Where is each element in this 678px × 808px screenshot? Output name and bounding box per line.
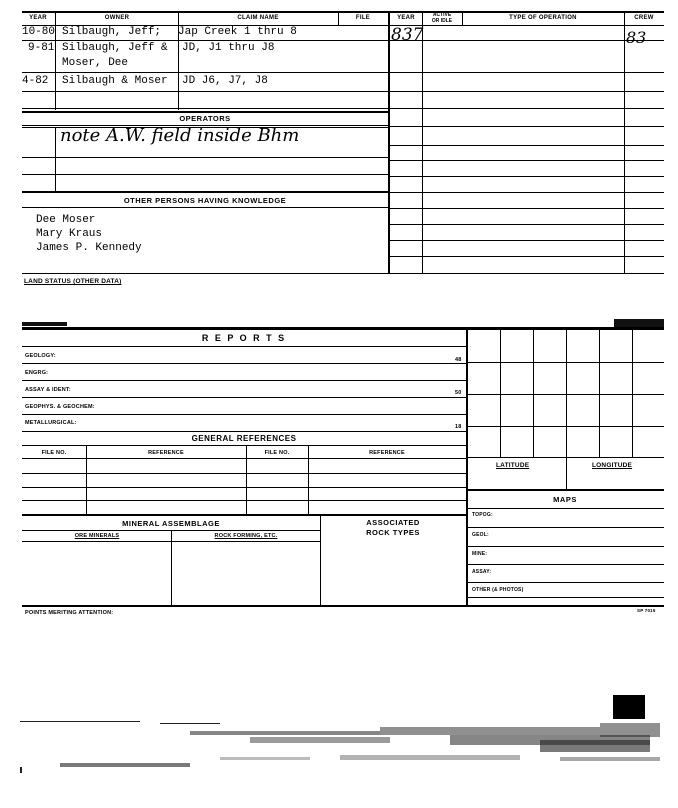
owner-row-4-year: 4-82 <box>22 75 49 87</box>
owner-row-1-claim: Jap Creek 1 thru 8 <box>178 26 297 38</box>
row-line <box>466 582 664 583</box>
report-metallurgical-label: METALLURGICAL: <box>25 420 77 426</box>
divider <box>86 445 87 514</box>
mineral-title: MINERAL ASSEMBLAGE <box>122 519 220 528</box>
divider <box>308 445 309 514</box>
row-line <box>388 256 664 257</box>
top-border <box>22 11 664 13</box>
row-line <box>22 397 466 398</box>
owner-row-2-owner: Silbaugh, Jeff & <box>62 42 168 54</box>
scan-noise <box>20 715 668 775</box>
row-line <box>22 108 388 109</box>
report-geology-label: GEOLOGY: <box>25 353 56 359</box>
ref-col-file1: FILE NO. <box>41 450 67 456</box>
row-line <box>22 458 466 459</box>
maps-title: MAPS <box>553 495 577 504</box>
row-line <box>466 564 664 565</box>
assoc-label-1: ASSOCIATED <box>366 518 420 527</box>
row-line <box>22 473 466 474</box>
row-line <box>22 157 388 158</box>
owner-row-1-owner: Silbaugh, Jeff; <box>62 26 162 38</box>
op-year-handwritten: 837 <box>391 25 424 45</box>
report-geology-num: 48 <box>455 357 462 363</box>
row-line <box>466 546 664 547</box>
row-line <box>388 240 664 241</box>
maps-assay: ASSAY: <box>472 569 492 575</box>
maps-topog: TOPOG: <box>472 512 493 518</box>
col-crew-header: CREW <box>634 15 654 21</box>
grid-line <box>533 329 534 457</box>
divider <box>422 11 423 273</box>
row-line <box>388 126 664 127</box>
row-line <box>388 160 664 161</box>
col-file-header: FILE <box>355 15 371 21</box>
row-line <box>22 72 664 73</box>
divider <box>624 25 625 273</box>
divider <box>178 25 179 110</box>
ref-col-file2: FILE NO. <box>264 450 290 456</box>
row-line <box>22 500 466 501</box>
longitude-label: LONGITUDE <box>592 462 633 469</box>
reports-top-border <box>22 327 664 330</box>
col-operation-header: TYPE OF OPERATION <box>509 15 577 21</box>
row-line <box>388 208 664 209</box>
idle-label: OR IDLE <box>431 18 453 24</box>
row-line <box>22 40 664 41</box>
person-2: Mary Kraus <box>36 228 103 240</box>
owner-row-4-claim: JD J6, J7, J8 <box>182 75 268 87</box>
row-line <box>22 487 466 488</box>
row-line <box>388 145 664 146</box>
divider <box>55 11 56 25</box>
maps-geol: GEOL: <box>472 532 489 538</box>
grid-line <box>466 362 664 363</box>
row-line <box>22 174 388 175</box>
col-claim-header: CLAIM NAME <box>237 15 279 21</box>
row-line <box>466 597 664 598</box>
row-line <box>22 346 466 347</box>
report-assay-num: 50 <box>455 390 462 396</box>
row-line <box>22 431 466 432</box>
grid-line <box>500 329 501 457</box>
report-metallurgical-num: 18 <box>455 424 462 430</box>
report-assay-label: ASSAY & IDENT: <box>25 387 71 393</box>
row-line <box>22 380 466 381</box>
land-status-label: LAND STATUS (OTHER DATA) <box>24 278 122 285</box>
maps-other: OTHER (& PHOTOS) <box>472 587 524 593</box>
rock-forming-label: ROCK FORMING, ETC. <box>214 533 278 539</box>
col-year-header: YEAR <box>29 15 47 21</box>
person-3: James P. Kennedy <box>36 242 142 254</box>
grid-line <box>466 426 664 427</box>
latitude-label: LATITUDE <box>496 462 530 469</box>
row-line <box>22 207 388 208</box>
grid-line <box>466 394 664 395</box>
col-year2-header: YEAR <box>397 15 415 21</box>
owner-row-2-claim: JD, J1 thru J8 <box>182 42 275 54</box>
points-label: POINTS MERITING ATTENTION: <box>25 610 114 616</box>
row-line <box>22 514 466 516</box>
main-divider <box>388 11 390 273</box>
col-owner-header: OWNER <box>104 15 130 21</box>
ref-col-ref1: REFERENCE <box>148 450 184 456</box>
row-line <box>466 508 664 509</box>
operators-handwritten: note A.W. field inside Bhm <box>60 125 300 146</box>
divider <box>55 127 56 191</box>
divider <box>462 11 463 25</box>
row-line <box>388 224 664 225</box>
row-line <box>466 527 664 528</box>
owner-row-3-owner: Moser, Dee <box>62 57 129 69</box>
divider <box>171 530 172 605</box>
operators-title: OPERATORS <box>179 114 231 123</box>
report-geophys-label: GEOPHYS. & GEOCHEM: <box>25 404 95 410</box>
assoc-rock-types <box>320 518 466 538</box>
assoc-label-2: ROCK TYPES <box>366 528 420 537</box>
reports-title: R E P O R T S <box>201 333 287 343</box>
grid-line <box>599 329 600 457</box>
general-references-title: GENERAL REFERENCES <box>191 434 297 443</box>
divider <box>178 11 179 25</box>
row-line <box>22 445 466 446</box>
grid-line <box>466 457 664 458</box>
maps-top <box>466 489 664 491</box>
op-crew-handwritten: 83 <box>626 28 647 47</box>
points-top <box>22 605 664 607</box>
form-number: SP 7015 <box>637 608 656 613</box>
ore-minerals-label: ORE MINERALS <box>74 533 120 539</box>
other-persons-top <box>22 191 388 193</box>
owner-row-1-year: 10-80 <box>22 26 56 38</box>
report-engrg-label: ENGRG: <box>25 370 49 376</box>
row-line <box>22 414 466 415</box>
row-line <box>22 91 664 92</box>
operators-top <box>22 111 388 113</box>
grid-line <box>632 329 633 457</box>
row-line <box>388 108 664 109</box>
divider <box>624 11 625 25</box>
owner-row-4-owner: Silbaugh & Moser <box>62 75 168 87</box>
divider <box>338 11 339 25</box>
owner-row-2-year: 9-81 <box>28 42 55 54</box>
row-line <box>22 273 664 274</box>
divider <box>246 445 247 514</box>
maps-mine: MINE: <box>472 551 488 557</box>
row-line <box>388 176 664 177</box>
row-line <box>388 192 664 193</box>
active-label: ACTIVE <box>432 12 452 18</box>
other-persons-title: OTHER PERSONS HAVING KNOWLEDGE <box>123 196 287 205</box>
ref-col-ref2: REFERENCE <box>369 450 405 456</box>
person-1: Dee Moser <box>36 214 96 226</box>
divider <box>55 25 56 110</box>
col-active-header <box>422 12 462 24</box>
grid-line <box>566 329 567 489</box>
row-line <box>22 363 466 364</box>
scan-bar <box>22 322 67 326</box>
